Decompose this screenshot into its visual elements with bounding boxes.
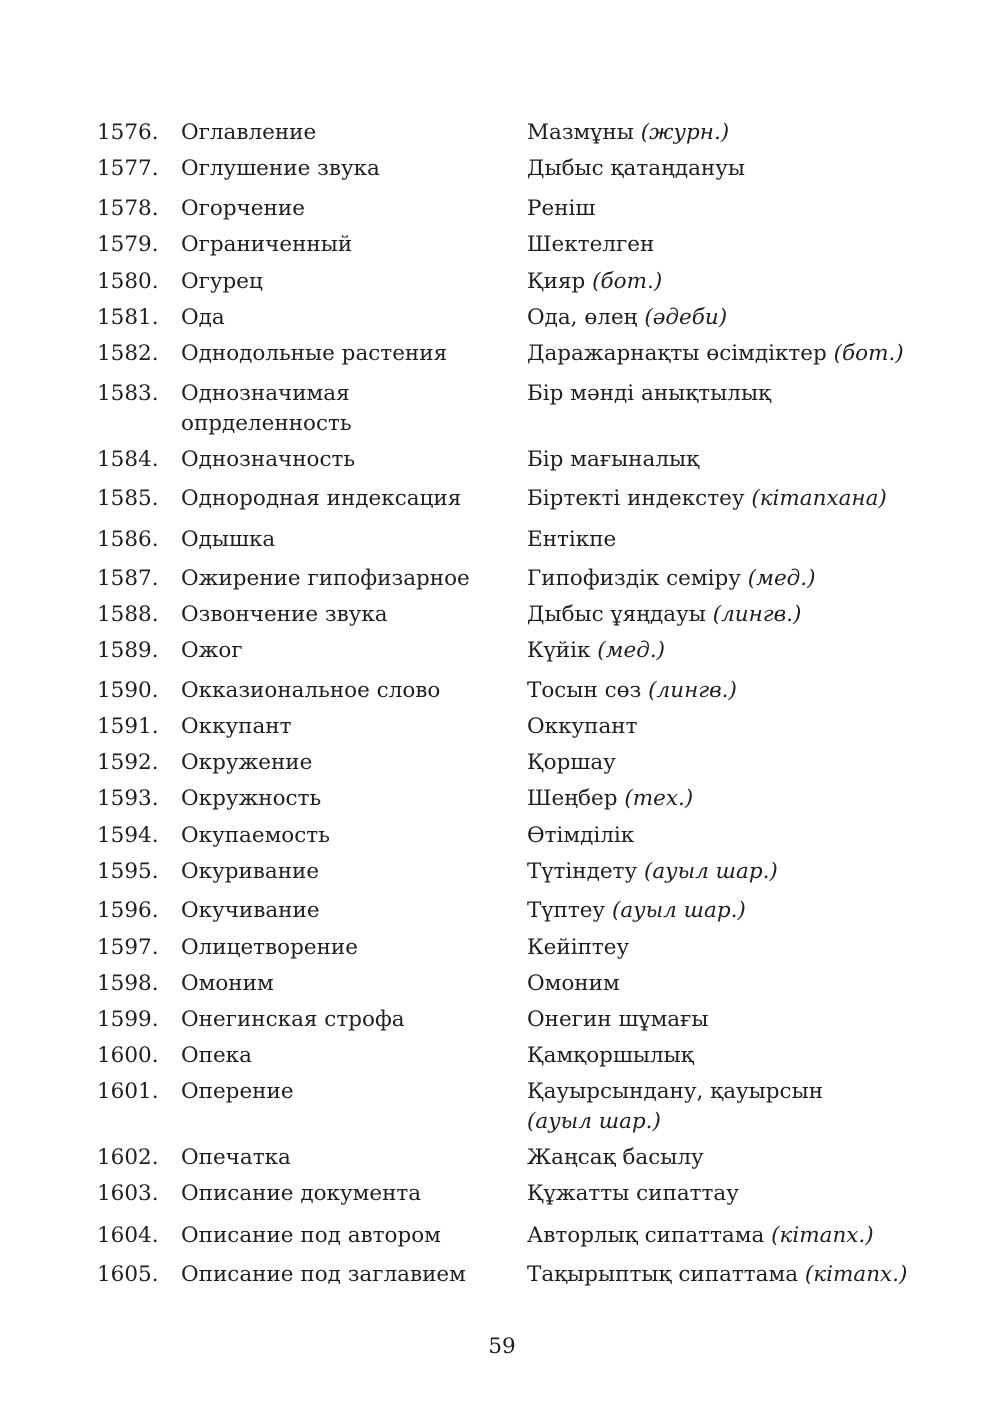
kazakh-translation [527, 194, 967, 224]
entry-number: 1601. [97, 1079, 159, 1104]
kazakh-translation [527, 676, 967, 706]
kazakh-translation [527, 636, 967, 666]
list-item [0, 600, 1004, 636]
kazakh-term: Тақырыптық сипаттама [527, 1262, 799, 1287]
entry-number: 1598. [97, 971, 159, 996]
kazakh-term: Шектелген [527, 232, 655, 257]
entry-number: 1597. [97, 935, 159, 960]
entry-number: 1583. [97, 381, 159, 406]
russian-term: Онегинская строфа [181, 1007, 405, 1032]
kazakh-term: Тосын сөз [527, 678, 642, 703]
russian-term: Однозначность [181, 447, 356, 472]
kazakh-term: Қауырсындану, қауырсын [527, 1079, 824, 1104]
domain-label: (тех.) [624, 786, 694, 811]
kazakh-term: Мазмұны [527, 120, 634, 145]
list-item [0, 1260, 1004, 1296]
russian-term: Оглушение звука [181, 156, 380, 181]
kazakh-translation [527, 154, 967, 184]
entry-number: 1584. [97, 447, 159, 472]
list-item [0, 1143, 1004, 1179]
entry-number: 1591. [97, 714, 159, 739]
russian-term: Описание документа [181, 1181, 422, 1206]
list-item [0, 525, 1004, 564]
list-item [0, 1221, 1004, 1260]
list-item [0, 784, 1004, 821]
entry-number: 1589. [97, 638, 159, 663]
entry-number: 1585. [97, 486, 159, 511]
kazakh-term: Оккупант [527, 714, 638, 739]
kazakh-term: Онегин шұмағы [527, 1007, 709, 1032]
kazakh-translation [527, 230, 967, 260]
domain-label: (кітапхана) [751, 486, 887, 511]
kazakh-term: Шеңбер [527, 786, 618, 811]
kazakh-term: Жаңсақ басылу [527, 1145, 704, 1170]
list-item [0, 267, 1004, 303]
kazakh-translation [527, 1260, 967, 1290]
kazakh-translation [527, 379, 967, 409]
entry-number: 1592. [97, 750, 159, 775]
russian-term: Ограниченный [181, 232, 353, 257]
entry-number: 1582. [97, 341, 159, 366]
kazakh-translation [527, 118, 967, 148]
kazakh-translation [527, 969, 967, 999]
entry-number: 1579. [97, 232, 159, 257]
list-item [0, 712, 1004, 748]
list-item [0, 154, 1004, 194]
entry-number: 1594. [97, 823, 159, 848]
kazakh-translation [527, 1179, 967, 1209]
kazakh-translation [527, 1041, 967, 1071]
kazakh-translation [527, 896, 967, 926]
entry-number: 1580. [97, 269, 159, 294]
kazakh-translation [527, 339, 967, 369]
list-item [0, 445, 1004, 484]
page-number: 59 [488, 1334, 516, 1359]
kazakh-translation [527, 600, 967, 630]
entry-number: 1577. [97, 156, 159, 181]
russian-term: Огурец [181, 269, 263, 294]
russian-term: Опека [181, 1043, 252, 1068]
russian-term: Олицетворение [181, 935, 358, 960]
kazakh-translation [527, 267, 967, 297]
kazakh-translation [527, 525, 967, 555]
kazakh-term: Авторлық сипаттама [527, 1223, 765, 1248]
list-item [0, 857, 1004, 896]
entry-number: 1602. [97, 1145, 159, 1170]
list-item [0, 933, 1004, 969]
kazakh-term: Гипофиздік семіру [527, 566, 741, 591]
kazakh-term: Ода, өлең [527, 305, 638, 330]
russian-term: Описание под автором [181, 1223, 441, 1248]
list-item [0, 1041, 1004, 1077]
entry-number: 1593. [97, 786, 159, 811]
kazakh-translation [527, 748, 967, 778]
kazakh-translation [527, 303, 967, 333]
domain-label: (кітапх.) [804, 1262, 908, 1287]
entry-number: 1576. [97, 120, 159, 145]
kazakh-term: Дыбыс ұяңдауы [527, 602, 706, 627]
list-item [0, 230, 1004, 267]
list-item [0, 484, 1004, 525]
domain-label: (лингв.) [712, 602, 802, 627]
domain-label: (бот.) [833, 341, 904, 366]
kazakh-term: Біртекті индекстеу [527, 486, 745, 511]
kazakh-term: Күйік [527, 638, 591, 663]
kazakh-term: Ентікпе [527, 527, 617, 552]
entry-number: 1603. [97, 1181, 159, 1206]
kazakh-term: Түптеу [527, 898, 606, 923]
kazakh-term: Қияр [527, 269, 586, 294]
entry-number: 1604. [97, 1223, 159, 1248]
kazakh-translation [527, 1005, 967, 1035]
entry-number: 1587. [97, 566, 159, 591]
kazakh-term: Құжатты сипаттау [527, 1181, 739, 1206]
russian-term: Окказиональное слово [181, 678, 441, 703]
russian-term: Окружность [181, 786, 322, 811]
russian-term: Однодольные растения [181, 341, 448, 366]
kazakh-term: Бір мәнді анықтылық [527, 381, 772, 406]
russian-term: Окучивание [181, 898, 320, 923]
russian-term: Омоним [181, 971, 274, 996]
domain-label: (әдеби) [644, 305, 728, 330]
russian-term: Огорчение [181, 196, 305, 221]
domain-label: (ауыл шар.) [611, 898, 746, 923]
kazakh-translation [527, 484, 967, 514]
entry-number: 1600. [97, 1043, 159, 1068]
kazakh-translation [527, 933, 967, 963]
russian-term: Однородная индексация [181, 486, 462, 511]
kazakh-term: Реніш [527, 196, 596, 221]
entry-number: 1590. [97, 678, 159, 703]
list-item [0, 564, 1004, 600]
kazakh-term: Өтімділік [527, 823, 635, 848]
list-item [0, 379, 1004, 445]
list-item [0, 896, 1004, 933]
russian-term: Опечатка [181, 1145, 291, 1170]
domain-label: (журн.) [640, 120, 730, 145]
kazakh-translation [527, 1077, 967, 1137]
list-item [0, 676, 1004, 712]
russian-term: Окупаемость [181, 823, 330, 848]
russian-term: Оккупант [181, 714, 292, 739]
kazakh-term: Қамқоршылық [527, 1043, 694, 1068]
list-item [0, 1077, 1004, 1143]
kazakh-term: Бір мағыналық [527, 447, 700, 472]
russian-term: Ожог [181, 638, 243, 663]
kazakh-term: Қоршау [527, 750, 616, 775]
domain-label: (кітапх.) [771, 1223, 874, 1248]
domain-label: (мед.) [747, 566, 816, 591]
kazakh-translation [527, 445, 967, 475]
list-item [0, 748, 1004, 784]
list-item [0, 303, 1004, 339]
russian-term: Однозначимая опрделенность [181, 381, 352, 436]
list-item [0, 1179, 1004, 1221]
list-item [0, 1005, 1004, 1041]
russian-term: Ода [181, 305, 225, 330]
russian-term: Оглавление [181, 120, 317, 145]
russian-term: Оперение [181, 1079, 294, 1104]
kazakh-translation [527, 857, 967, 887]
russian-term: Озвончение звука [181, 602, 388, 627]
domain-label: (ауыл шар.) [643, 859, 778, 884]
list-item [0, 339, 1004, 379]
russian-term: Окуривание [181, 859, 320, 884]
domain-label: (лингв.) [648, 678, 737, 703]
kazakh-term: Түтіндету [527, 859, 638, 884]
list-item [0, 118, 1004, 154]
list-item [0, 821, 1004, 857]
list-item [0, 194, 1004, 230]
russian-term: Одышка [181, 527, 276, 552]
kazakh-translation [527, 712, 967, 742]
entry-number: 1596. [97, 898, 159, 923]
entry-number: 1595. [97, 859, 159, 884]
domain-label: (бот.) [592, 269, 663, 294]
entry-number: 1599. [97, 1007, 159, 1032]
kazakh-translation [527, 1143, 967, 1173]
kazakh-translation [527, 564, 967, 594]
list-item [0, 969, 1004, 1005]
russian-term: Окружение [181, 750, 313, 775]
russian-term: Ожирение гипофизарное [181, 566, 470, 591]
russian-term: Описание под заглавием [181, 1262, 466, 1287]
entry-number: 1581. [97, 305, 159, 330]
list-item [0, 636, 1004, 676]
entry-number: 1588. [97, 602, 159, 627]
domain-label: (мед.) [597, 638, 666, 663]
kazakh-translation [527, 821, 967, 851]
kazakh-translation [527, 784, 967, 814]
kazakh-term: Омоним [527, 971, 620, 996]
domain-label: (ауыл шар.) [527, 1109, 661, 1134]
entry-number: 1578. [97, 196, 159, 221]
entry-number: 1605. [97, 1262, 159, 1287]
entry-number: 1586. [97, 527, 159, 552]
kazakh-term: Кейіптеу [527, 935, 630, 960]
kazakh-translation [527, 1221, 967, 1251]
kazakh-term: Даражарнақты өсімдіктер [527, 341, 827, 366]
kazakh-term: Дыбыс қатаңдануы [527, 156, 746, 181]
